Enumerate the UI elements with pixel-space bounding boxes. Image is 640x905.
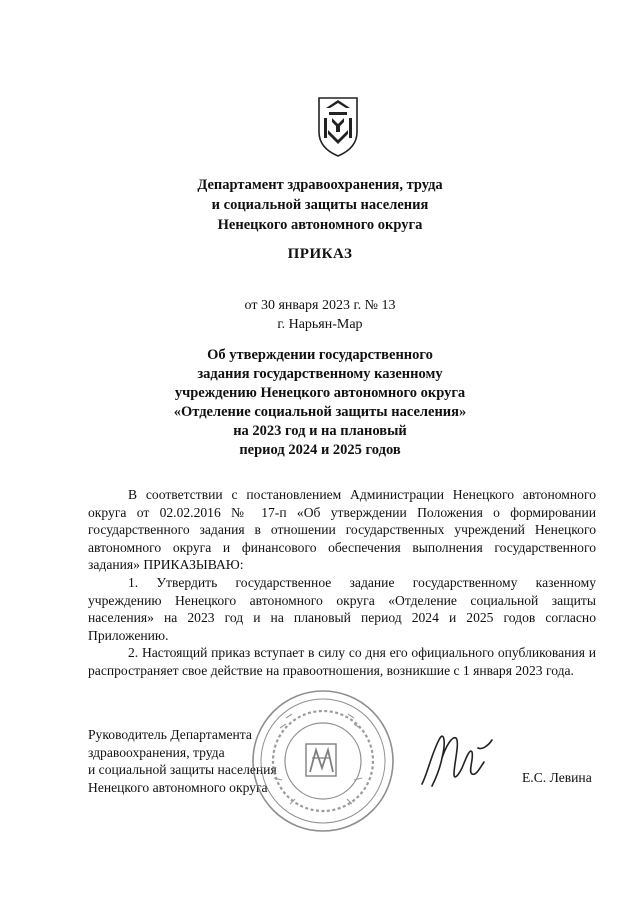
organization-name [0, 175, 640, 235]
signer-position [88, 726, 277, 796]
document-type-title: ПРИКАЗ [287, 246, 353, 262]
nenets-coat-of-arms-icon [316, 94, 360, 158]
subject-line: задания государственному казенному [197, 366, 443, 382]
subject-line: на 2023 год и на плановый [233, 423, 407, 439]
position-line: Руководитель Департамента [88, 727, 252, 742]
position-line: Ненецкого автономного округа [88, 779, 268, 795]
date-number: от 30 января 2023 г. № 13 [244, 298, 396, 313]
position-line: здравоохранения, труда [88, 744, 225, 760]
document-subject [0, 346, 640, 460]
org-line: Департамент здравоохранения, труда [197, 177, 443, 193]
document-meta [0, 296, 640, 334]
org-line: и социальной защиты населения [211, 197, 429, 213]
subject-line: Об утверждении государственного [207, 347, 433, 363]
handwritten-signature-icon [418, 728, 496, 792]
position-line: и социальной защиты населения [88, 762, 277, 778]
order-item-2: 2. Настоящий приказ вступает в силу со дня его официального опубликования и распространяет свое действие на правоотношения, возникшие с 1 января 2023 года. [88, 645, 596, 678]
document-body [88, 486, 596, 680]
subject-line: учреждению Ненецкого автономного округа [174, 385, 466, 401]
preamble-paragraph: В соответствии с постановлением Администрации Ненецкого автономного округа от 02.02.2016 № 17-п «Об утверждении Положения о формировании государственного задания в отношении государственных учреждений Ненецкого автономного округа и финансового обеспечения выполнения государственного задания» ПРИКАЗЫВАЮ: [88, 487, 596, 573]
round-seal-stamp-icon [250, 688, 396, 834]
subject-line: «Отделение социальной защиты населения» [173, 404, 467, 420]
signer-name: Е.С. Левина [522, 770, 592, 785]
order-item-1: 1. Утвердить государственное задание государственному казенному учреждению Ненецкого автономного округа «Отделение социальной защиты населения» на 2023 год и на плановый период 2024 и 2025 годов согласно Приложению. [88, 574, 596, 643]
org-line: Ненецкого автономного округа [217, 217, 423, 233]
subject-line: период 2024 и 2025 годов [239, 442, 401, 458]
city: г. Нарьян-Мар [277, 317, 363, 332]
